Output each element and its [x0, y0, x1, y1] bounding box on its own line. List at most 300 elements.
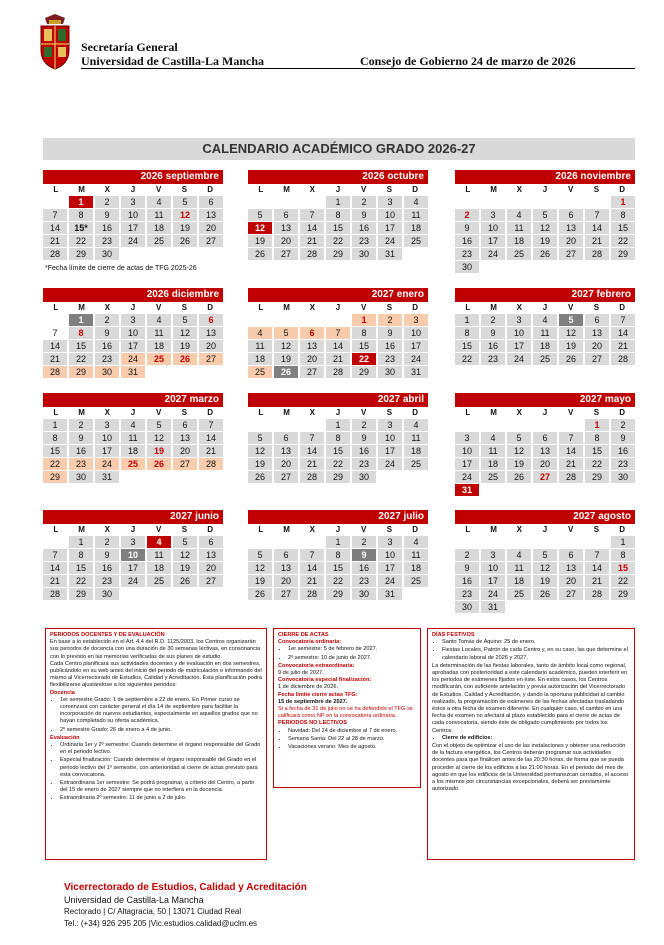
day-cell: 11	[404, 549, 428, 562]
weekday-label: M	[78, 408, 85, 417]
day-cell: 10	[481, 562, 505, 575]
day-cell: 17	[378, 222, 402, 235]
day-cell: 10	[507, 327, 531, 340]
weekday-label: X	[516, 185, 522, 194]
day-cell: 18	[147, 340, 171, 353]
day-cell: 6	[559, 209, 583, 222]
day-cell: 4	[147, 196, 171, 209]
empty-cell	[43, 196, 67, 209]
weekday-label: V	[568, 408, 574, 417]
day-cell: 17	[121, 222, 145, 235]
day-cell: 12	[274, 340, 298, 353]
day-cell: 12	[173, 549, 197, 562]
footer-vicerrectorado: Vicerrectorado de Estudios, Calidad y Acreditación	[64, 882, 307, 893]
day-cell: 7	[326, 327, 350, 340]
weekday-label: M	[78, 303, 85, 312]
day-cell: 11	[404, 432, 428, 445]
day-cell: 26	[173, 575, 197, 588]
month-header: 2027 enero	[248, 288, 428, 302]
weekday-header	[248, 302, 428, 314]
day-cell: 2	[611, 419, 635, 432]
footer-university: Universidad de Castilla-La Mancha	[64, 895, 204, 905]
day-cell: 9	[481, 327, 505, 340]
weekday-label: S	[593, 408, 600, 417]
day-cell: 2	[455, 549, 479, 562]
day-cell: 8	[326, 432, 350, 445]
day-cell: 9	[455, 222, 479, 235]
weekday-label: D	[619, 525, 626, 534]
day-cell: 22	[455, 353, 479, 366]
day-cell: 8	[69, 327, 93, 340]
day-cell: 31	[95, 471, 119, 484]
month-calendar	[43, 393, 223, 484]
days-grid	[248, 196, 428, 261]
day-cell: 3	[378, 536, 402, 549]
day-cell: 16	[455, 575, 479, 588]
day-cell: 21	[611, 340, 635, 353]
day-cell: 24	[121, 353, 145, 366]
weekday-label: M	[490, 525, 497, 534]
day-cell: 7	[585, 549, 609, 562]
day-cell: 27	[274, 588, 298, 601]
empty-cell	[559, 196, 583, 209]
day-cell: 28	[300, 248, 324, 261]
day-cell: 27	[559, 248, 583, 261]
weekday-label: L	[258, 303, 264, 312]
day-cell: 26	[559, 353, 583, 366]
weekday-header	[455, 407, 635, 419]
weekday-label: X	[309, 525, 315, 534]
list-item: • 1er semestre: 5 de febrero de 2027.	[288, 646, 416, 653]
day-cell: 16	[352, 445, 376, 458]
day-cell: 24	[481, 588, 505, 601]
day-cell: 22	[326, 235, 350, 248]
box-subheading: PERIODOS NO LECTIVOS	[278, 720, 347, 727]
weekday-label: V	[156, 303, 162, 312]
tfg-footnote: *Fecha límite de cierre de actas de TFG 2025-26	[45, 265, 197, 272]
day-cell: 28	[585, 588, 609, 601]
day-cell: 29	[611, 588, 635, 601]
box-subheading: Convocatoria extraordinaria:	[278, 662, 355, 669]
weekday-label: D	[207, 185, 214, 194]
day-cell: 1	[455, 314, 479, 327]
weekday-header	[455, 302, 635, 314]
day-cell: 7	[43, 327, 67, 340]
day-cell: 3	[481, 209, 505, 222]
empty-cell	[533, 419, 557, 432]
empty-cell	[507, 419, 531, 432]
day-cell: 23	[455, 248, 479, 261]
day-cell: 13	[274, 445, 298, 458]
day-cell: 8	[455, 327, 479, 340]
day-cell: 5	[147, 419, 171, 432]
weekday-label: S	[593, 525, 600, 534]
day-cell: 10	[95, 432, 119, 445]
footer-contact: Tel.: (+34) 926 295 205 |Vic.estudios.calidad@uclm.es	[64, 919, 258, 928]
list-item: • 2º semestre: 10 de junio de 2027.	[288, 655, 416, 662]
weekday-label: V	[568, 525, 574, 534]
weekday-label: M	[283, 303, 290, 312]
holidays-box	[427, 628, 635, 860]
day-cell: 8	[69, 549, 93, 562]
day-cell: 23	[95, 575, 119, 588]
day-cell: 22	[326, 575, 350, 588]
day-cell: 21	[43, 575, 67, 588]
day-cell: 18	[481, 458, 505, 471]
day-cell: 23	[611, 458, 635, 471]
day-cell: 7	[43, 209, 67, 222]
days-grid	[248, 419, 428, 484]
weekday-label: L	[465, 185, 471, 194]
day-cell: 24	[481, 248, 505, 261]
day-cell: 18	[147, 562, 171, 575]
day-cell: 22	[69, 353, 93, 366]
day-cell: 27	[533, 471, 557, 484]
box-subheading: Convocatoria especial finalización:	[278, 677, 372, 684]
day-cell: 8	[43, 432, 67, 445]
weekday-label: S	[386, 303, 393, 312]
day-cell: 14	[43, 562, 67, 575]
weekday-label: J	[335, 525, 341, 534]
day-cell: 30	[95, 366, 119, 379]
day-cell: 13	[173, 432, 197, 445]
day-cell: 6	[300, 327, 324, 340]
day-cell: 26	[507, 471, 531, 484]
list-item: • Vacaciones verano: Mes de agosto.	[288, 744, 416, 751]
day-cell: 18	[404, 222, 428, 235]
day-cell: 1	[326, 196, 350, 209]
day-cell: 14	[585, 222, 609, 235]
day-cell: 17	[481, 235, 505, 248]
day-cell: 9	[95, 209, 119, 222]
day-cell: 27	[199, 575, 223, 588]
weekday-label: L	[258, 185, 264, 194]
box-subheading: Evaluación	[50, 734, 80, 741]
list-item: • Especial finalización: Cuando determine el órgano responsable del Grado en el periodo lectivo del 1º semestre, con anterioridad al cierre de actas previsto para esta convocatoria.	[60, 757, 262, 779]
weekday-header	[248, 407, 428, 419]
day-cell: 29	[326, 471, 350, 484]
day-cell: 20	[274, 458, 298, 471]
day-cell: 13	[559, 222, 583, 235]
empty-cell	[248, 536, 272, 549]
day-cell: 19	[507, 458, 531, 471]
day-cell: 28	[300, 471, 324, 484]
day-cell: 16	[352, 562, 376, 575]
day-cell: 26	[248, 588, 272, 601]
day-cell: 19	[173, 562, 197, 575]
day-cell: 7	[300, 432, 324, 445]
day-cell: 30	[378, 366, 402, 379]
day-cell: 13	[559, 562, 583, 575]
day-cell: 26	[248, 248, 272, 261]
day-cell: 4	[533, 314, 557, 327]
day-cell: 8	[611, 549, 635, 562]
day-cell: 6	[199, 314, 223, 327]
weekday-label: S	[181, 408, 188, 417]
day-cell: 11	[481, 445, 505, 458]
box-paragraph: Cada Centro planificará sus actividades docentes y de evaluación en dos semestres, publicándolo en su web antes del inicio del periodo de matriculación e informando del mismo al Vicerrectorado de Estudios, Calidad y Acreditación. Esta planificación podrá flexibilizarse ajustándose a los siguientes periodos:	[50, 660, 262, 689]
day-cell: 11	[147, 549, 171, 562]
day-cell: 10	[378, 432, 402, 445]
box-heading: PERIODOS DOCENTES Y DE EVALUACIÓN	[50, 632, 165, 638]
month-calendar	[248, 170, 428, 261]
empty-cell	[585, 196, 609, 209]
list-item: • Ordinaria 1er y 2º semestre: Cuando determine el órgano responsable del Grado en el periodo lectivo.	[60, 742, 262, 756]
day-cell: 24	[455, 471, 479, 484]
day-cell: 19	[274, 353, 298, 366]
weekday-label: V	[156, 408, 162, 417]
weekday-label: V	[361, 185, 367, 194]
empty-cell	[300, 314, 324, 327]
day-cell: 21	[300, 235, 324, 248]
day-cell: 6	[533, 432, 557, 445]
day-cell: 29	[326, 588, 350, 601]
day-cell: 14	[199, 432, 223, 445]
day-cell: 20	[199, 222, 223, 235]
weekday-label: X	[104, 408, 110, 417]
weekday-label: J	[542, 525, 548, 534]
day-cell: 6	[274, 549, 298, 562]
day-cell: 13	[274, 222, 298, 235]
day-cell: 10	[378, 209, 402, 222]
empty-cell	[274, 196, 298, 209]
day-cell: 16	[69, 445, 93, 458]
day-cell: 25	[507, 248, 531, 261]
box-subheading: Convocatoria ordinaria:	[278, 639, 342, 646]
day-cell: 5	[274, 327, 298, 340]
tfg-note: Si a fecha de 31 de julio no se ha defendido el TFG se calificará como NP en la convocatoria ordinaria.	[278, 706, 413, 720]
box-subheading: Fecha límite cierre actas TFG:	[278, 691, 358, 698]
weekday-label: M	[78, 185, 85, 194]
day-cell: 9	[611, 432, 635, 445]
weekday-label: X	[309, 303, 315, 312]
day-cell: 30	[455, 601, 479, 614]
day-cell: 15	[326, 562, 350, 575]
day-cell: 3	[121, 314, 145, 327]
weekday-label: V	[568, 185, 574, 194]
day-cell: 19	[533, 575, 557, 588]
day-cell: 18	[404, 562, 428, 575]
list-item: • Santo Tomás de Aquino: 25 de enero.	[442, 639, 630, 646]
header-rule	[81, 68, 635, 69]
weekday-label: J	[130, 185, 136, 194]
day-cell: 6	[585, 314, 609, 327]
day-cell: 19	[147, 445, 171, 458]
day-cell: 10	[481, 222, 505, 235]
month-calendar	[248, 393, 428, 484]
day-cell: 3	[481, 549, 505, 562]
weekday-label: J	[542, 408, 548, 417]
day-cell: 16	[95, 222, 119, 235]
day-cell: 4	[147, 536, 171, 549]
day-cell: 15	[352, 340, 376, 353]
day-cell: 2	[352, 196, 376, 209]
weekday-label: L	[258, 525, 264, 534]
weekday-label: M	[283, 185, 290, 194]
empty-cell	[248, 419, 272, 432]
day-cell: 24	[378, 235, 402, 248]
day-cell: 27	[173, 458, 197, 471]
day-cell: 6	[199, 536, 223, 549]
day-cell: 12	[248, 562, 272, 575]
day-cell: 17	[121, 562, 145, 575]
weekday-label: M	[490, 303, 497, 312]
day-cell: 5	[533, 209, 557, 222]
weekday-label: D	[207, 525, 214, 534]
day-cell: 2	[352, 419, 376, 432]
day-cell: 15	[69, 562, 93, 575]
day-cell: 16	[95, 562, 119, 575]
day-cell: 12	[533, 222, 557, 235]
day-cell: 20	[585, 340, 609, 353]
empty-cell	[559, 536, 583, 549]
day-cell: 25	[404, 458, 428, 471]
day-cell: 23	[481, 353, 505, 366]
empty-cell	[455, 196, 479, 209]
day-cell: 8	[326, 549, 350, 562]
day-cell: 17	[481, 575, 505, 588]
month-header: 2027 marzo	[43, 393, 223, 407]
day-cell: 15	[611, 562, 635, 575]
month-calendar	[455, 288, 635, 366]
weekday-label: S	[386, 408, 393, 417]
day-cell: 21	[300, 575, 324, 588]
day-cell: 30	[611, 471, 635, 484]
day-cell: 29	[326, 248, 350, 261]
weekday-label: D	[207, 408, 214, 417]
day-cell: 9	[352, 209, 376, 222]
weekday-label: S	[593, 185, 600, 194]
month-header: 2027 julio	[248, 510, 428, 524]
day-cell: 4	[121, 419, 145, 432]
month-header: 2027 junio	[43, 510, 223, 524]
month-calendar	[43, 288, 223, 379]
weekday-label: V	[361, 303, 367, 312]
day-cell: 7	[585, 209, 609, 222]
weekday-label: J	[130, 525, 136, 534]
day-cell: 19	[559, 340, 583, 353]
day-cell: 5	[248, 209, 272, 222]
list-item: • Semana Santa: Del 22 al 28 de marzo.	[288, 736, 416, 743]
box-text: 15 de septiembre de 2027.	[278, 698, 348, 705]
day-cell: 29	[69, 588, 93, 601]
day-cell: 10	[121, 209, 145, 222]
day-cell: 31	[378, 588, 402, 601]
empty-cell	[274, 314, 298, 327]
day-cell: 29	[352, 366, 376, 379]
day-cell: 22	[43, 458, 67, 471]
footer	[64, 882, 307, 930]
day-cell: 23	[95, 235, 119, 248]
empty-cell	[455, 419, 479, 432]
list-item: • Fiestas Locales, Patrón de cada Centro y, en su caso, las que determine el calendario laboral de 2026 y 2027.	[442, 647, 630, 661]
day-cell: 21	[326, 353, 350, 366]
day-cell: 17	[378, 445, 402, 458]
day-cell: 20	[300, 353, 324, 366]
day-cell: 6	[274, 432, 298, 445]
day-cell: 27	[559, 588, 583, 601]
day-cell: 13	[199, 209, 223, 222]
weekday-label: L	[465, 525, 471, 534]
day-cell: 25	[147, 235, 171, 248]
footer-address: Rectorado | C/ Altagracia, 50 | 13071 Ciudad Real	[64, 907, 242, 916]
day-cell: 25	[481, 471, 505, 484]
day-cell: 27	[274, 471, 298, 484]
month-calendar	[248, 288, 428, 379]
empty-cell	[559, 419, 583, 432]
list-item: • 2º semestre Grado: 26 de enero a 4 de junio.	[60, 727, 262, 734]
day-cell: 30	[352, 248, 376, 261]
weekday-label: D	[412, 408, 419, 417]
day-cell: 8	[611, 209, 635, 222]
day-cell: 25	[404, 575, 428, 588]
day-cell: 28	[300, 588, 324, 601]
weekday-label: L	[53, 303, 59, 312]
calendar-title: CALENDARIO ACADÉMICO GRADO 2026-27	[43, 138, 635, 160]
day-cell: 28	[611, 353, 635, 366]
day-cell: 27	[585, 353, 609, 366]
day-cell: 12	[173, 209, 197, 222]
day-cell: 26	[147, 458, 171, 471]
day-cell: 11	[533, 327, 557, 340]
day-cell: 22	[585, 458, 609, 471]
day-cell: 16	[455, 235, 479, 248]
weekday-label: D	[619, 303, 626, 312]
day-cell: 4	[404, 536, 428, 549]
weekday-label: V	[156, 525, 162, 534]
day-cell: 23	[378, 353, 402, 366]
month-calendar	[455, 170, 635, 274]
day-cell: 14	[611, 327, 635, 340]
day-cell: 3	[121, 536, 145, 549]
day-cell: 19	[533, 235, 557, 248]
weekday-label: S	[386, 185, 393, 194]
university-crest-logo	[35, 14, 75, 70]
day-cell: 4	[481, 432, 505, 445]
weekday-label: L	[258, 408, 264, 417]
weekday-label: D	[412, 303, 419, 312]
day-cell: 5	[248, 432, 272, 445]
day-cell: 23	[352, 458, 376, 471]
day-cell: 6	[199, 196, 223, 209]
day-cell: 2	[378, 314, 402, 327]
day-cell: 26	[173, 235, 197, 248]
day-cell: 1	[585, 419, 609, 432]
day-cell: 15	[69, 340, 93, 353]
day-cell: 14	[300, 445, 324, 458]
council-date: Consejo de Gobierno 24 de marzo de 2026	[360, 54, 576, 68]
day-cell: 26	[533, 248, 557, 261]
day-cell: 5	[507, 432, 531, 445]
day-cell: 14	[300, 222, 324, 235]
day-cell: 9	[95, 327, 119, 340]
day-cell: 15	[43, 445, 67, 458]
month-calendar	[43, 170, 223, 261]
day-cell: 1	[69, 536, 93, 549]
empty-cell	[455, 536, 479, 549]
day-cell: 23	[69, 458, 93, 471]
days-grid	[43, 196, 223, 261]
weekday-header	[455, 184, 635, 196]
day-cell: 13	[199, 327, 223, 340]
day-cell: 11	[507, 222, 531, 235]
day-cell: 4	[404, 196, 428, 209]
weekday-label: S	[593, 303, 600, 312]
day-cell: 7	[300, 549, 324, 562]
day-cell: 14	[300, 562, 324, 575]
day-cell: 21	[199, 445, 223, 458]
day-cell: 19	[248, 458, 272, 471]
